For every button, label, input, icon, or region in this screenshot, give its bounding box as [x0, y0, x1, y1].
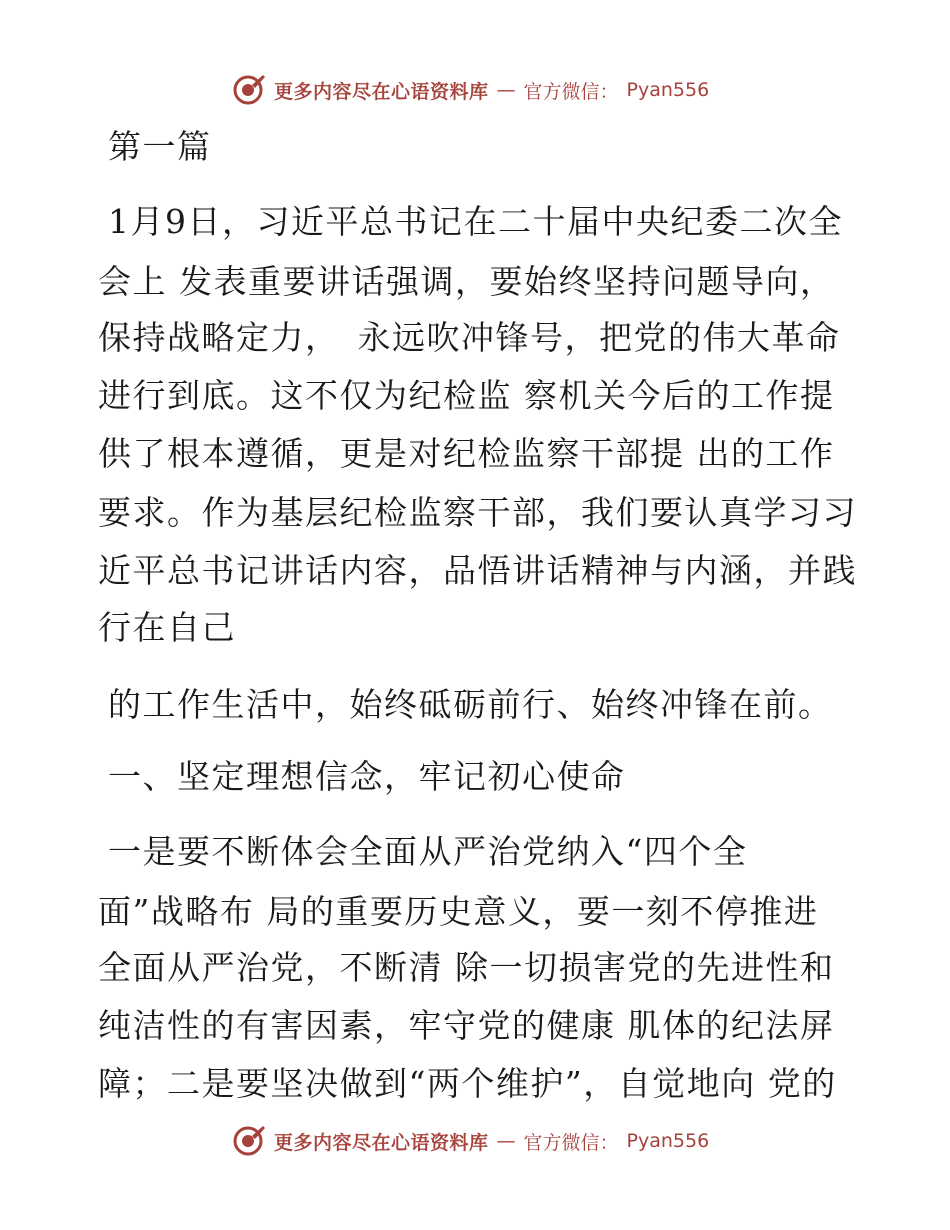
watermark-official-label: 官方微信：	[523, 80, 619, 103]
paragraph3-line: 面”战略布 局的重要历史意义，要一刻不停推进	[98, 892, 819, 931]
footer-watermark	[232, 1121, 752, 1161]
header-watermark	[232, 70, 752, 110]
paragraph3-line: 障；二是要坚决做到“两个维护”，自觉地向 党的	[98, 1064, 837, 1103]
watermark-separator: —	[496, 79, 516, 101]
section-heading: 一、坚定理想信念，牢记初心使命	[108, 757, 626, 796]
paragraph1-line: 行在自己	[98, 608, 236, 647]
paragraph1-line: 要求。作为基层纪检监察干部，我们要认真学习习	[98, 493, 857, 532]
pen-logo-icon	[232, 73, 266, 107]
watermark-site-text: 更多内容尽在心语资料库	[274, 1131, 489, 1154]
watermark-wechat-id: Pyan556	[626, 79, 710, 101]
paragraph3-line: 纯洁性的有害因素，牢守党的健康 肌体的纪法屏	[98, 1006, 835, 1045]
paragraph1-line: 近平总书记讲话内容，品悟讲话精神与内涵，并践	[98, 551, 857, 590]
watermark-official-label: 官方微信：	[523, 1131, 619, 1154]
watermark-site-text: 更多内容尽在心语资料库	[274, 80, 489, 103]
pen-logo-icon	[232, 1124, 266, 1158]
paragraph1-line: 供了根本遵循，更是对纪检监察干部提 出的工作	[98, 434, 835, 473]
watermark-wechat-id: Pyan556	[626, 1130, 710, 1152]
paragraph2: 的工作生活中，始终砥砺前行、始终冲锋在前。	[108, 685, 833, 724]
paragraph1-line: 会上 发表重要讲话强调，要始终坚持问题导向，	[98, 262, 835, 301]
paragraph1-line: 保持战略定力， 永远吹冲锋号，把党的伟大革命	[98, 318, 841, 357]
paragraph1-line: 进行到底。这不仅为纪检监 察机关今后的工作提	[98, 376, 835, 415]
paragraph1-line: 1月9日，习近平总书记在二十届中央纪委二次全	[108, 202, 843, 241]
watermark-separator: —	[496, 1130, 516, 1152]
paragraph3-line: 全面从严治党，不断清 除一切损害党的先进性和	[98, 948, 835, 987]
paragraph3-line: 一是要不断体会全面从严治党纳入“四个全	[108, 832, 748, 871]
document-heading: 第一篇	[108, 127, 212, 166]
